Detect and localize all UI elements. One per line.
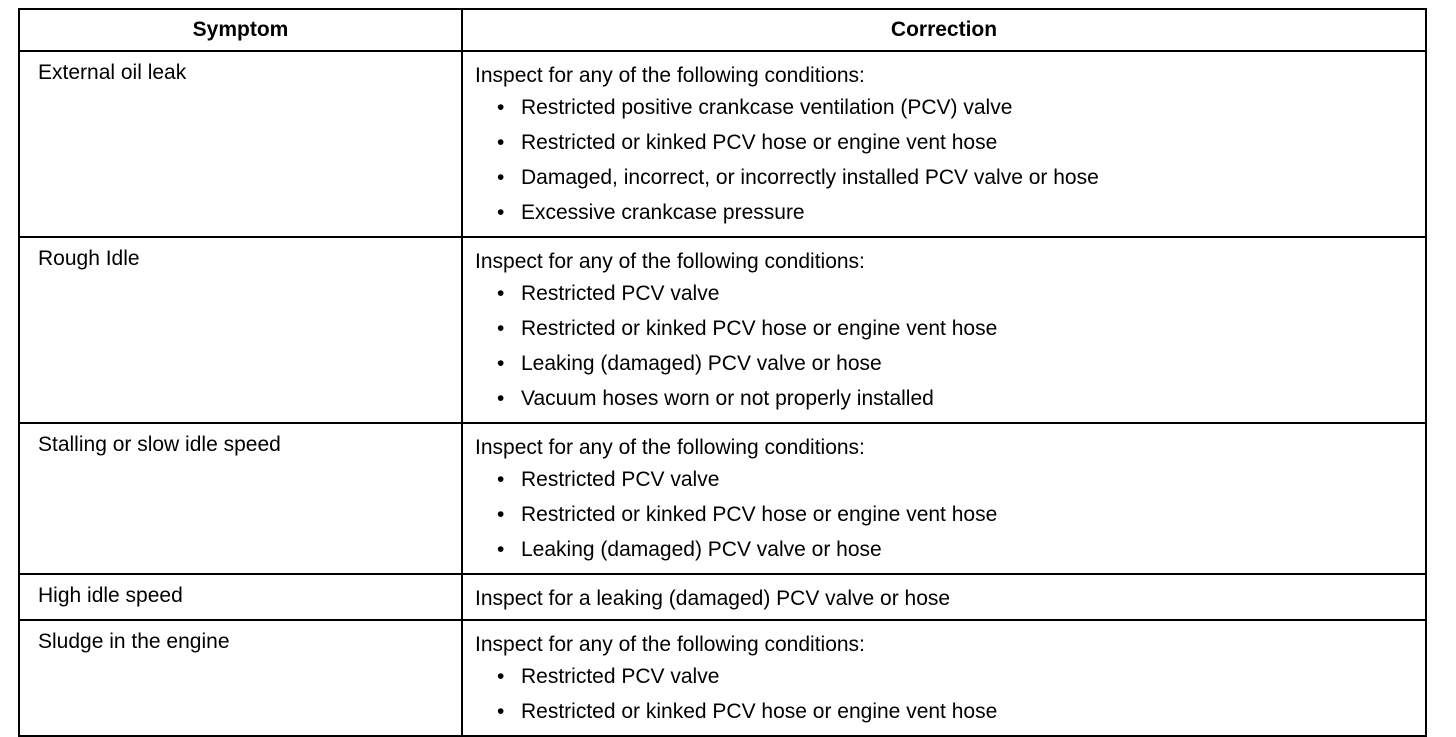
correction-intro: Inspect for any of the following conditions: <box>475 436 865 459</box>
correction-cell <box>462 620 1426 736</box>
condition-list <box>475 276 1425 416</box>
list-item: • Restricted PCV valve <box>497 462 1425 497</box>
list-item: • Excessive crankcase pressure <box>497 195 1425 230</box>
symptom-cell: Rough Idle <box>19 237 462 423</box>
symptom-cell: Stalling or slow idle speed <box>19 423 462 574</box>
symptom-correction-table <box>18 8 1427 737</box>
list-item: • Restricted or kinked PCV hose or engine vent hose <box>497 694 1425 729</box>
correction-intro: Inspect for any of the following conditions: <box>475 633 865 656</box>
table-header-row <box>19 9 1426 51</box>
table-row <box>19 237 1426 423</box>
list-item: • Restricted or kinked PCV hose or engine vent hose <box>497 125 1425 160</box>
symptom-column-header: Symptom <box>19 9 462 51</box>
correction-intro: Inspect for any of the following conditions: <box>475 64 865 87</box>
correction-cell <box>462 423 1426 574</box>
condition-list <box>475 659 1425 729</box>
condition-list <box>475 90 1425 230</box>
list-item: • Restricted PCV valve <box>497 659 1425 694</box>
list-item: • Leaking (damaged) PCV valve or hose <box>497 532 1425 567</box>
list-item: • Leaking (damaged) PCV valve or hose <box>497 346 1425 381</box>
symptom-cell: External oil leak <box>19 51 462 237</box>
list-item: • Restricted or kinked PCV hose or engine vent hose <box>497 311 1425 346</box>
correction-intro: Inspect for a leaking (damaged) PCV valve or hose <box>475 587 951 610</box>
list-item: • Damaged, incorrect, or incorrectly installed PCV valve or hose <box>497 160 1425 195</box>
correction-cell <box>462 574 1426 620</box>
correction-column-header: Correction <box>462 9 1426 51</box>
symptom-cell: Sludge in the engine <box>19 620 462 736</box>
table-row <box>19 574 1426 620</box>
table-row <box>19 620 1426 736</box>
correction-intro: Inspect for any of the following conditions: <box>475 250 865 273</box>
table-row <box>19 423 1426 574</box>
condition-list <box>475 462 1425 567</box>
correction-cell <box>462 237 1426 423</box>
list-item: • Restricted positive crankcase ventilation (PCV) valve <box>497 90 1425 125</box>
table-row <box>19 51 1426 237</box>
list-item: • Vacuum hoses worn or not properly installed <box>497 381 1425 416</box>
list-item: • Restricted or kinked PCV hose or engine vent hose <box>497 497 1425 532</box>
correction-cell <box>462 51 1426 237</box>
list-item: • Restricted PCV valve <box>497 276 1425 311</box>
symptom-cell: High idle speed <box>19 574 462 620</box>
